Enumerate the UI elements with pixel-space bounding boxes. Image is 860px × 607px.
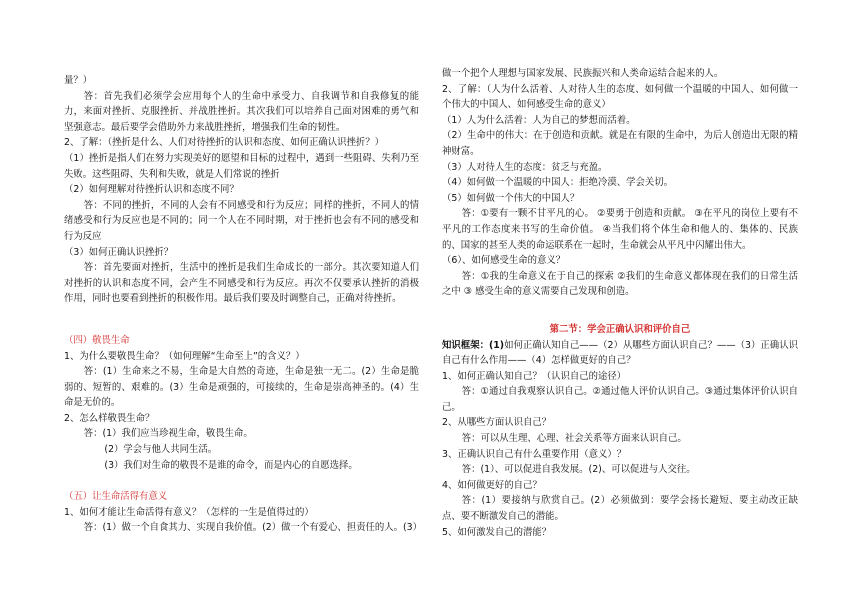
spacer: [442, 300, 798, 322]
answer-paragraph: 答：首先我们必须学会应用每个人的生命中承受力、自我调节和自我修复的能力，来面对挫折、克服挫折、并战胜挫折。其次我们可以培养自己面对困难的勇气和坚强意志。最后要学会借助外力来战胜挫折，增强我们生命的韧性。: [64, 90, 419, 133]
text-line: （4）如何做一个温暖的中国人：拒绝冷漠、学会关切。: [442, 177, 673, 189]
text-line: 量？）: [64, 75, 93, 86]
answer-paragraph: 答：①通过自我观察认识自己。②通过他人评价认识自己。③通过集体评价认识自己。: [442, 386, 798, 413]
knowledge-framework: [442, 338, 798, 369]
question-line: 3、正确认识自己有什么重要作用（意义）？: [442, 448, 627, 460]
question-line: （5）如何做一个伟大的中国人？: [442, 192, 580, 204]
spacer: [64, 307, 419, 333]
text-line: （1）人为什么活着：人为自己的梦想而活着。: [442, 114, 636, 126]
framework-number: (1): [489, 339, 505, 351]
question-line: 1、如何才能让生命活得有意义？（怎样的一生是值得过的）: [64, 506, 314, 518]
question-line: 2、从哪些方面认识自己？: [442, 417, 552, 429]
answer-paragraph: 答：①要有一颗不甘平凡的心。 ②要勇于创造和贡献。 ③在平凡的岗位上要有不平凡的工作态度来书写的生命价值。 ④当我们将个体生命和他人的、集体的、民族的、国家的甚至人类的命运联系在一起时，生命就会从平凡中闪耀出伟大。: [442, 208, 798, 251]
answer-paragraph: 答：不同的挫折，不同的人会有不同感受和行为反应；同样的挫折，不同人的情绪感受和行为反应也是不同的；同一个人在不同时期，对于挫折也会有不同的感受和行为反应: [64, 199, 419, 242]
answer-line: (3）我们对生命的敬畏不是谁的命令，而是内心的自愿选择。: [104, 459, 358, 471]
answer-paragraph: 答：首先要面对挫折，生活中的挫折是我们生命成长的一部分。其次要知道人们对挫折的认识和态度不同，会产生不同感受和行为反应。再次不仅要承认挫折的消极作用，同时也要看到挫折的积极作用。最后我们要及时调整自己，正确对待挫折。: [64, 262, 419, 305]
text-line: 做一个把个人理想与国家发展、民族振兴和人类命运结合起来的人。: [442, 68, 724, 79]
answer-paragraph: 答：(1）要接纳与欣赏自己。(2）必须做到：要学会扬长避短、要主动改正缺点、要不断激发自己的潜能。: [442, 495, 798, 523]
answer-line: (2）学会与他人共同生活。: [104, 444, 218, 456]
answer-paragraph: 答：(1）做一个自食其力、实现自我价值。(2）做一个有爱心、担责任的人。(3）: [83, 522, 422, 534]
question-line: （6）、如何感受生命的意义？: [442, 255, 566, 267]
question-line: 2、了解：（人为什么活着、人对待人生的态度、如何做一个温暖的中国人、如何做一个伟大的中国人、如何感受生命的意义）: [442, 83, 798, 111]
question-line: （2）如何理解对待挫折认识和态度不同？: [64, 184, 239, 196]
section-heading: （五）让生命活得有意义: [64, 491, 168, 503]
answer-line: 答：(1）、可以促进自我发展。(2)、可以促进与人交往。: [461, 464, 696, 476]
text-paragraph: （1）挫折是指人们在努力实现美好的愿望和目标的过程中，遇到一些阻碍、失利乃至失败。这些阻碍、失利和失败，就是人们常说的挫折: [64, 152, 419, 180]
text-line: （3）人对待人生的态度：贫乏与充盈。: [442, 161, 608, 173]
question-line: 2、怎么样敬畏生命？: [64, 412, 155, 424]
question-line: 2、了解：（挫折是什么、人们对待挫折的认识和态度、如何正确认识挫折？）: [64, 137, 385, 149]
spacer: [64, 473, 419, 489]
question-line: 4、如何做更好的自己？: [442, 479, 542, 491]
question-line: 1、为什么要敬畏生命？（如何理解“生命至上”的含义？）: [64, 350, 305, 362]
section-title: 第二节：学会正确认识和评价自己: [549, 323, 691, 335]
right-column: [442, 66, 798, 540]
framework-text: 如何正确认知自己——（2）从哪些方面认识自己？——（3）正确认识自己有什么作用——（4）怎样做更好的自己？: [442, 339, 798, 367]
left-column: [64, 73, 422, 536]
question-line: 1、如何正确认知自己？（认识自己的途径）: [442, 370, 627, 382]
question-line: （3）如何正确认识挫折？: [64, 246, 174, 258]
answer-paragraph: 答：①我的生命意义在于自己的探索 ②我们的生命意义都体现在我们的日常生活之中 ③ 感受生命的意义需要自己发现和创造。: [442, 270, 798, 298]
answer-line: 答：(1）我们应当珍视生命，敬畏生命。: [83, 428, 253, 440]
answer-line: 答：可以从生理、心理、社会关系等方面来认识自己。: [461, 433, 687, 445]
text-paragraph: （2）生命中的伟大：在于创造和贡献。就是在有限的生命中，为后人创造出无限的精神财富。: [442, 130, 798, 157]
framework-label: 知识框架：: [442, 339, 489, 351]
answer-paragraph: 答：(1）生命来之不易，生命是大自然的奇迹，生命是独一无二。(2）生命是脆弱的、短暂的、艰难的。(3）生命是顽强的，可接续的，生命是崇高神圣的。(4）生命是无价的。: [64, 366, 419, 409]
question-line: 5、如何激发自己的潜能？: [442, 526, 552, 538]
section-heading: （四）敬畏生命: [64, 334, 130, 346]
